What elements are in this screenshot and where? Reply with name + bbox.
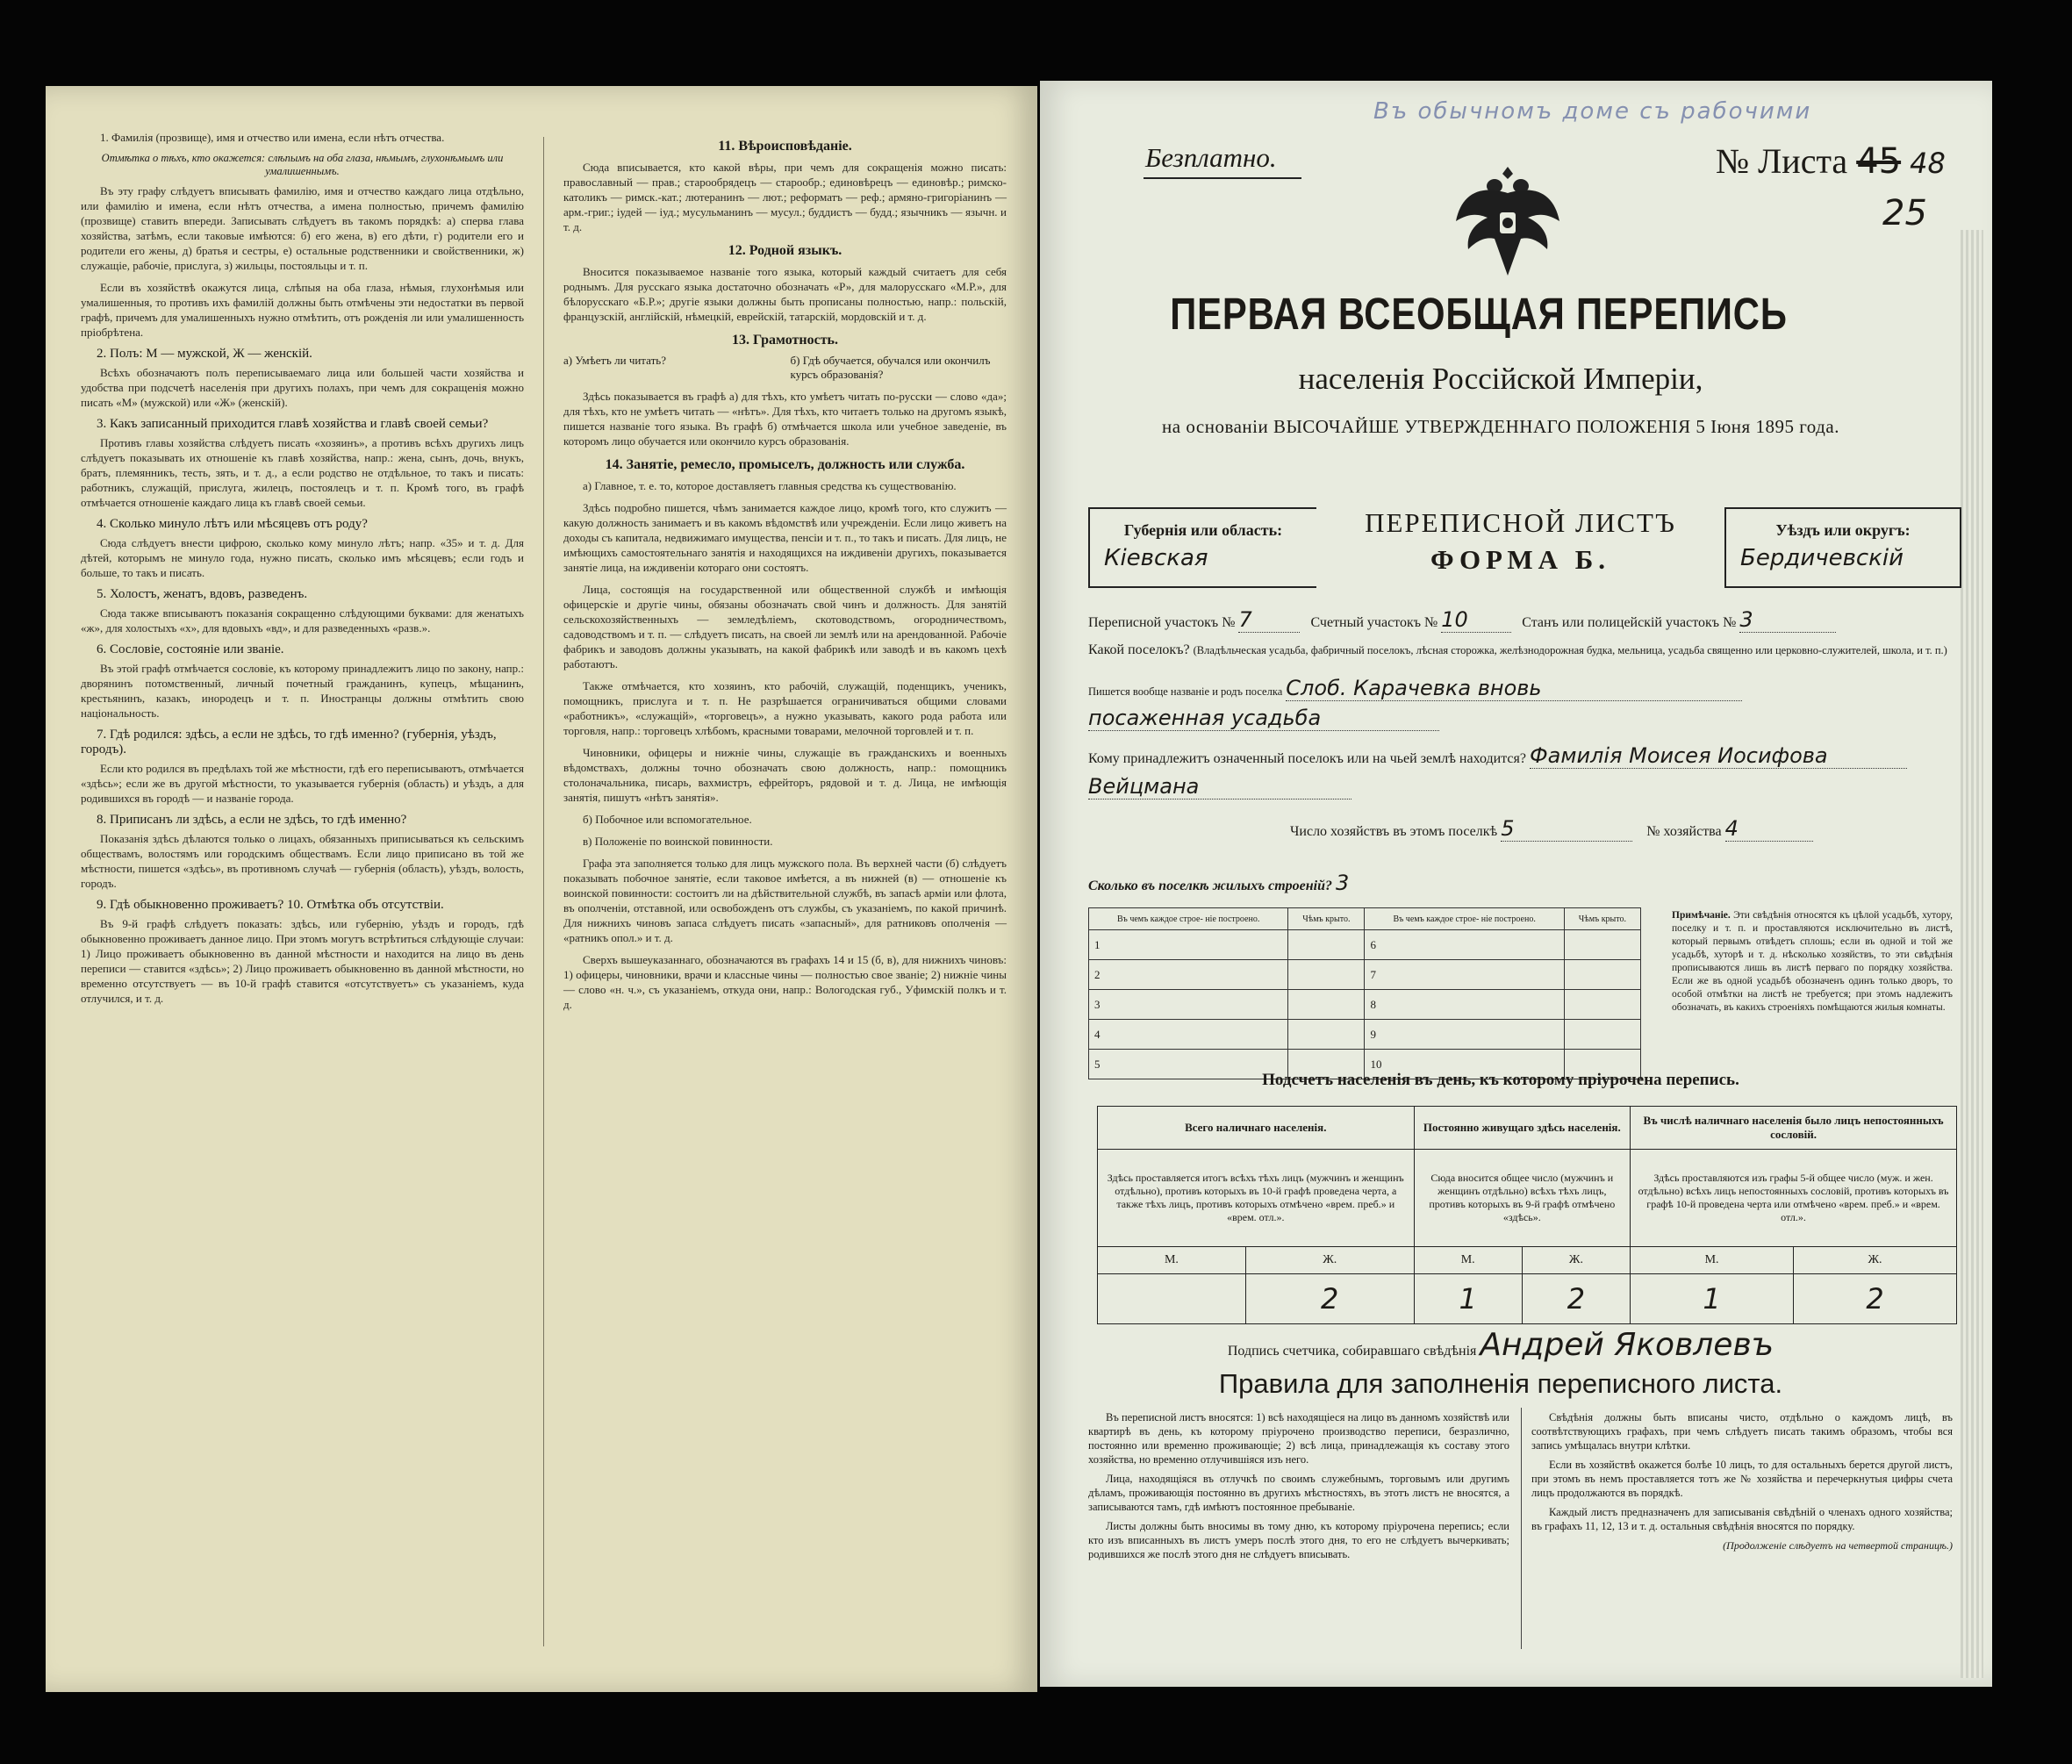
question-heading: 8. Приписанъ ли здѣсь, а если не здѣсь, то гдѣ именно?: [97, 813, 407, 827]
sheet-number: [1716, 140, 1946, 182]
buildings-line: [1088, 871, 1957, 895]
households-count-value: 5: [1501, 816, 1632, 842]
building-number: 10: [1365, 1050, 1564, 1079]
left-page: [46, 86, 1037, 1692]
rules-column-2: [1531, 1410, 1953, 1552]
instruction-paragraph: Если кто родился въ предѣлахъ той же мѣстности, гдѣ его переписываютъ, отмѣчается «здѣсь»; если же въ другой мѣстности, то указывается губернія (область) и уѣздъ, а для родившихся въ городѣ — и названіе города.: [81, 762, 524, 805]
owner-value-2: Вейцмана: [1088, 774, 1351, 800]
building-number: 5: [1089, 1050, 1288, 1079]
literacy-subquestion: а) Умѣетъ ли читать?: [563, 354, 666, 367]
buildings-table: [1088, 907, 1641, 1079]
permanent-female-value: 2: [1522, 1274, 1630, 1324]
bld-header: Чѣмъ крыто.: [1288, 908, 1365, 930]
instruction-paragraph: Въ 9-й графѣ слѣдуетъ показать: здѣсь, или губернію, уѣздъ и городъ, гдѣ обыкновенно проживаетъ данное лицо. При этомъ могутъ встрѣтиться слѣдующіе случаи: 1) Лицо проживаетъ обыкновенно въ данной мѣстности и находится на лицо въ день переписи — ставится «здѣсь»; 2) Лицо проживаетъ обыкновенно въ данной мѣстности, но временно отсутствуетъ — въ 10-й графѣ ставится «отсутствуетъ» съ указаніемъ, куда отлучился, и т. д.: [81, 917, 524, 1005]
bld-header: Въ чемъ каждое строе- ніе построено.: [1089, 908, 1288, 930]
sheet-number-label: № Листа: [1716, 141, 1848, 181]
instruction-paragraph: Показанія здѣсь дѣлаются только о лицахъ, обязанныхъ приписываться къ сельскимъ обществамъ, волостямъ или городскимъ обществамъ. Если лицо приписано въ той же мѣстности, пишется «здѣсь», въ противномъ случаѣ — губернія (область), уѣздъ, волость, городъ.: [81, 832, 524, 890]
households-count-label: Число хозяйствъ въ этомъ поселкѣ: [1290, 824, 1498, 839]
police-district-label: Станъ или полицейскій участокъ №: [1522, 615, 1737, 630]
table-row: [1089, 960, 1641, 990]
buildings-count-label: Сколько въ поселкѣ жилыхъ строеній?: [1088, 878, 1332, 893]
decree-line: на основаніи ВЫСОЧАЙШЕ УТВЕРЖДЕННАГО ПОЛОЖЕНІЯ 5 Іюня 1895 года.: [1162, 416, 1839, 437]
instruction-paragraph: Въ этой графѣ отмѣчается сословіе, къ которому принадлежитъ лицо по закону, напр.: дворянинъ потомственный, личный почетный гражданинъ, купецъ, мѣщанинъ, крестьянинъ, казакъ, инородецъ и т. п. Иностранцы должны отмѣтить свою національность.: [81, 662, 524, 720]
bld-header: Чѣмъ крыто.: [1564, 908, 1640, 930]
enumerator-signature-line: [1040, 1327, 1961, 1363]
building-number: 4: [1089, 1020, 1288, 1050]
free-underline: [1144, 177, 1301, 179]
district-line: [1088, 607, 1957, 633]
handwritten-note-top: Въ обычномъ доме съ рабочими: [1373, 98, 1812, 125]
rule-paragraph: Листы должны быть вносимы въ тому дню, къ которому пріурочена перепись; если кто изъ вписанныхъ въ листъ умеръ послѣ этого дня, то его не слѣдуетъ вычеркивать; родившихся же послѣ этого дня не слѣдуетъ вписывать.: [1088, 1520, 1509, 1560]
table-row: [1089, 990, 1641, 1020]
settlement-value: Слоб. Карачевка вновь: [1286, 676, 1742, 701]
population-table: [1097, 1106, 1957, 1324]
rule-paragraph: Въ переписной листъ вносятся: 1) всѣ находящіеся на лицо въ данномъ хозяйствѣ или квартирѣ въ день, къ которому пріурочено производство переписи, безразлично, постоянно или временно проживающіе; 2) всѣ лица, принадлежащія къ составу этого хозяйства, но временно отлучившіяся изъ него.: [1088, 1411, 1509, 1466]
gubernia-box: [1088, 507, 1316, 588]
roof-cell: [1288, 1020, 1365, 1050]
police-district-value: 3: [1739, 607, 1836, 633]
building-number: 8: [1365, 990, 1564, 1020]
rule-paragraph: Свѣдѣнія должны быть вписаны чисто, отдѣльно о каждомъ лицѣ, въ соотвѣтствующихъ графахъ, при чемъ слѣдуетъ писать такимъ образомъ, чтобы вся запись умѣщалась внутри клѣтки.: [1531, 1411, 1953, 1452]
sex-male-label: М.: [1098, 1247, 1246, 1274]
building-number: 6: [1365, 930, 1564, 960]
permanent-male-value: 1: [1414, 1274, 1522, 1324]
note-text: Эти свѣдѣнія относятся къ цѣлой усадьбѣ, хутору, поселку и т. п. и проставляются исключительно въ листѣ, который первымъ отвѣдетъ сплошь; если въ одной и той же усадьбѣ, хуторѣ и т. д. нѣсколько хозяйствъ, то эти свѣдѣнія прописываются лишь въ листѣ перваго по порядку хозяйства. Если же въ одной усадьбѣ обозначенъ одинъ только дворъ, то особой отмѣтки на листѣ не требуется; при этомъ надлежитъ обозначать, въ какихъ строеніяхъ помѣщаются жилыя комнаты.: [1672, 910, 1953, 1013]
question-heading: 6. Сословіе, состояніе или званіе.: [97, 642, 284, 656]
column-divider: [543, 137, 544, 1646]
sheet-number-handwritten-extra: 25: [1882, 193, 1927, 233]
settlement-value-line: [1088, 676, 1957, 701]
population-count-title: Подсчетъ населенія въ день, къ которому пріурочена перепись.: [1262, 1071, 1739, 1089]
rule-paragraph: Лица, находящіяся въ отлучкѣ по своимъ служебнымъ, торговымъ или другимъ дѣламъ, проживающія постоянно въ другихъ мѣстностяхъ, въ этотъ листъ не вносятся, а записываются тамъ, гдѣ имѣютъ постоянное пребываніе.: [1088, 1473, 1509, 1513]
sheet-number-handwritten: 48: [1910, 147, 1946, 180]
pop-header-permanent: Постоянно живущаго здѣсь населенія.: [1414, 1107, 1631, 1150]
bld-header: Въ чемъ каждое строе- ніе построено.: [1365, 908, 1564, 930]
rule-paragraph: Если въ хозяйствѣ окажется болѣе 10 лицъ, то для остальныхъ берется другой листъ, при этомъ въ немъ проставляется тотъ же № хозяйства и перечеркнутыя цифры счета лицъ продолжаются въ порядкѣ.: [1531, 1459, 1953, 1499]
sex-male-label: М.: [1414, 1247, 1522, 1274]
roof-cell: [1288, 930, 1365, 960]
table-row: [1089, 1020, 1641, 1050]
instruction-paragraph: а) Главное, т. е. то, которое доставляетъ главныя средства къ существованію.: [583, 479, 957, 492]
rule-paragraph: Каждый листъ предназначенъ для записыванія свѣдѣній о членахъ одного хозяйства; въ графахъ 11, 12, 13 и т. д. остальныя свѣдѣнія вносятся по порядку.: [1531, 1506, 1953, 1532]
instruction-paragraph: Въ эту графу слѣдуетъ вписывать фамилію, имя и отчество каждаго лица отдѣльно, или фамилію и имена, если нѣтъ отчества, а имена полностью, причемъ фамилію (прозвище) ставить впереди. Записывать слѣдуетъ въ такомъ порядкѣ: а) сперва глава хозяйства, затѣмъ, если таковые имѣются: б) его жена, в) его дѣти, г) родители его и родители его жены, д) братья и сестры, е) остальные родственники и свойственники, ж) служащіе, рабочіе, прислуга, з) жильцы, постояльцы и т. п.: [81, 184, 524, 272]
present-female-value: 2: [1245, 1274, 1414, 1324]
instruction-paragraph: Графа эта заполняется только для лицъ мужского пола. Въ верхней части (б) слѣдуетъ показывать побочное занятіе, если таковое имѣется, а въ нижней (в) — отношеніе къ воинской повинности: состоитъ ли на дѣйствительной службѣ, въ запасѣ арміи или флота, въ ополченіи, отставной, или освобожденъ отъ службы, съ указаніемъ, по какой причинѣ. Для нижнихъ чиновъ запаса слѣдуетъ писать «запасный», для ратниковъ ополченія — «ратникъ опол.» и т. д.: [563, 857, 1007, 944]
gubernia-value: Кіевская: [1104, 545, 1208, 571]
instruction-paragraph: Чиновники, офицеры и нижніе чины, служащіе въ гражданскихъ и военныхъ вѣдомствахъ, должны точно обозначать свою должность, напр.: помощникъ столоначальника, писарь, вахмистръ, ефрейторъ, рядовой и т. д. Лица, не имѣющія занятія, пишутъ «нѣтъ занятія».: [563, 746, 1007, 804]
owner-line: [1088, 743, 1957, 769]
instruction-paragraph: Сюда слѣдуетъ внести цифрою, сколько кому минуло лѣтъ; напр. «35» и т. д. Для дѣтей, которымъ не минуло года, нужно писать, сколько имъ мѣсяцевъ; если годъ и больше, то такъ и писать.: [81, 536, 524, 579]
table-row: [1089, 930, 1641, 960]
free-label: Безплатно.: [1145, 142, 1277, 173]
form-title: [1321, 507, 1720, 576]
section-heading: 11. Вѣроисповѣданіе.: [718, 139, 852, 154]
pop-header-nonpermanent: Въ числѣ наличнаго населенія было лицъ непостоянныхъ сословій.: [1631, 1107, 1957, 1150]
pop-header-present: Всего наличнаго населенія.: [1098, 1107, 1415, 1150]
building-number: 3: [1089, 990, 1288, 1020]
enumerator-signature: Андрей Яковлевъ: [1480, 1327, 1774, 1363]
page-title: ПЕРВАЯ ВСЕОБЩАЯ ПЕРЕПИСЬ: [1170, 289, 1788, 339]
settlement-hint: (Владѣльческая усадьба, фабричный поселокъ, лѣсная сторожка, желѣзнодорожная будка, мельница, усадьба священно или церковно-служителей, школа, и т. п.): [1193, 644, 1947, 656]
form-title-form: ФОРМА Б.: [1430, 544, 1611, 575]
settlement-value-line-2: [1088, 706, 1957, 731]
section-heading: 12. Родной языкъ.: [728, 243, 842, 258]
household-number-label: № хозяйства: [1646, 824, 1722, 839]
households-line: [1290, 816, 1992, 842]
instruction-paragraph: Сверхъ вышеуказаннаго, обозначаются въ графахъ 14 и 15 (б, в), для нижнихъ чиновъ: 1) офицеры, чиновники, врачи и классные чины — полностью свое званіе; 2) нижніе чины — слово «н. ч.», съ указаніемъ, откуда они, напр.: Вологодская губ., Уфимскій полкъ и т. д.: [563, 953, 1007, 1011]
form-title-sheet: ПЕРЕПИСНОЙ ЛИСТЪ: [1365, 507, 1676, 538]
continued-note: (Продолженіе слѣдуетъ на четвертой страницѣ.): [1723, 1539, 1953, 1552]
left-page-column-1: [81, 130, 524, 1657]
instruction-paragraph: Сюда также вписываютъ показанія сокращенно слѣдующими буквами: для женатыхъ «ж», для холостыхъ «х», для вдовыхъ «вд», и для разведенныхъ «разв.».: [81, 606, 524, 635]
building-number: 1: [1089, 930, 1288, 960]
instruction-note: Отмѣтка о тѣхъ, кто окажется: слѣпымъ на оба глаза, нѣмымъ, глухонѣмымъ или умалишеннымъ.: [101, 152, 504, 177]
roof-cell: [1564, 990, 1640, 1020]
paper-edge: [1961, 230, 1983, 1678]
roof-cell: [1288, 960, 1365, 990]
owner-line-2: [1088, 774, 1957, 800]
instruction-paragraph: Здѣсь подробно пишется, чѣмъ занимается каждое лицо, кромѣ того, кто служитъ — какую должность занимаетъ и въ какомъ вѣдомствѣ или учрежденіи. Если лицо живетъ на доходы съ капитала, недвижимаго имущества, пенсіи и т. п., то такъ и писать. Для лицъ, не имѣющихъ самостоятельнаго занятія и находящихся на иждивеніи другихъ, показывается занятіе лица, на иждивеніи котораго они состоятъ.: [563, 501, 1007, 574]
pop-desc-nonpermanent: Здѣсь проставляются изъ графы 5-й общее число (муж. и жен. отдѣльно) всѣхъ лицъ непостоянныхъ сословій, противъ которыхъ въ графѣ 10-й проведена черта или отмѣчено «врем. преб.» и «врем. отл.».: [1631, 1150, 1957, 1247]
household-number-value: 4: [1725, 816, 1813, 842]
buildings-note: [1672, 909, 1953, 1015]
instruction-paragraph: Противъ главы хозяйства слѣдуетъ писать «хозяинъ», а противъ всѣхъ другихъ лицъ слѣдуетъ показывать их отношеніе къ главѣ хозяйства, напр.: жена, сынъ, дочь, внукъ, братъ, племянникъ, тесть, зять, и т. д., а если родство не отдѣльное, то такъ и писать: работникъ, служащій, прислуга, жилецъ, постоялецъ и т. п. Кромѣ того, въ графѣ отмѣчается отношеніе каждаго лица къ главѣ своей семьи.: [81, 436, 524, 509]
census-district-label: Переписной участокъ №: [1088, 615, 1236, 630]
sex-male-label: М.: [1631, 1247, 1794, 1274]
instruction-paragraph: 1. Фамилія (прозвище), имя и отчество или имена, если нѣтъ отчества.: [100, 131, 445, 144]
instruction-paragraph: Всѣхъ обозначаютъ полъ переписываемаго лица или большей части хозяйства и удобства при подсчетѣ населенія при другихъ полахъ, при чемъ для сокращенія можно писать «М» (мужской) или «Ж» (женскій).: [81, 366, 524, 409]
sex-female-label: Ж.: [1245, 1247, 1414, 1274]
building-number: 7: [1365, 960, 1564, 990]
instruction-paragraph: Здѣсь показывается въ графѣ а) для тѣхъ, кто умѣетъ читать по-русски — слово «да»; для тѣхъ, кто не умѣетъ читать — «нѣтъ». Для тѣхъ, кто читаетъ только на другомъ языкѣ, пишется названіе того языка. Въ графѣ б) отмѣчается школа или учебное заведеніе, въ которомъ лицо обучается или окончило курсъ образованія.: [563, 390, 1007, 448]
sheet-number-struck: 45: [1856, 141, 1902, 182]
left-page-column-2: [563, 130, 1007, 1657]
rules-divider: [1521, 1408, 1522, 1649]
roof-cell: [1288, 990, 1365, 1020]
instruction-paragraph: Если въ хозяйствѣ окажутся лица, слѣпыя на оба глаза, нѣмыя, глухонѣмыя или умалишенныя, то противъ ихъ фамилій должны быть отмѣчены эти недостатки въ первой графѣ, причемъ для умалишенныхъ нужно отмѣтить, отъ рожденія ли или умалишенность пріобрѣтена.: [81, 281, 524, 339]
owner-value: Фамилія Моисея Иосифова: [1530, 743, 1907, 769]
roof-cell: [1564, 1020, 1640, 1050]
instruction-paragraph: Сюда вписывается, кто какой вѣры, при чемъ для сокращенія можно писать: православный — прав.; старообрядецъ — старообр.; единовѣрецъ — единовѣр.; римско-католикъ — римск.-кат.; лютеранинъ — лют.; реформатъ — реф.; армяно-григоріанинъ — арм.-григ.; іудей — іуд.; мусульманинъ — мусул.; буддистъ — будд.; язычникъ — язычн. и т. д.: [563, 161, 1007, 233]
question-heading: 7. Гдѣ родился: здѣсь, а если не здѣсь, то гдѣ именно? (губернія, уѣздъ, городъ).: [81, 728, 497, 757]
settlement-label: Какой поселокъ?: [1088, 642, 1190, 657]
question-heading: 9. Гдѣ обыкновенно проживаетъ? 10. Отмѣтка объ отсутствіи.: [97, 898, 444, 912]
section-heading: 14. Занятіе, ремесло, промыселъ, должность или служба.: [605, 457, 965, 472]
question-heading: 5. Холостъ, женатъ, вдовъ, разведенъ.: [97, 587, 308, 601]
double-headed-eagle-emblem: [1452, 160, 1563, 281]
rules-column-1: [1088, 1410, 1509, 1567]
present-male-value: [1098, 1274, 1246, 1324]
building-number: 2: [1089, 960, 1288, 990]
settlement-line: [1088, 642, 1957, 658]
question-heading: 2. Полъ: М — мужской, Ж — женскій.: [97, 347, 312, 361]
page-subtitle: населенія Россійской Имперіи,: [1298, 362, 1703, 396]
nonpermanent-female-value: 2: [1794, 1274, 1957, 1324]
question-heading: 3. Какъ записанный приходится главѣ хозяйства и главѣ своей семьи?: [97, 417, 489, 431]
building-number: 9: [1365, 1020, 1564, 1050]
counting-district-label: Счетный участокъ №: [1310, 615, 1438, 630]
census-district-value: 7: [1238, 607, 1300, 633]
section-heading: 13. Грамотность.: [731, 333, 839, 348]
instruction-paragraph: Вносится показываемое названіе того языка, который каждый считаетъ для себя роднымъ. Для русскаго языка достаточно обозначать «Р», для малорусскаго «М.Р.», для бѣлорусскаго «Б.Р.»; другіе языки должны быть прописаны полностью, напр.: польскій, французскій, англійскій, нѣмецкій, еврейскій, татарскій, мордовскій и т. д.: [563, 265, 1007, 323]
pop-desc-present: Здѣсь проставляется итогъ всѣхъ тѣхъ лицъ (мужчинъ и женщинъ отдѣльно), противъ которыхъ въ 10-й графѣ проведена черта, а также тѣхъ лицъ, противъ которыхъ отмѣчено «врем. преб.» и «врем. отл.».: [1098, 1150, 1415, 1247]
pop-desc-permanent: Сюда вносится общее число (мужчинъ и женщинъ отдѣльно) всѣхъ тѣхъ лицъ, противъ которыхъ въ 9-й графѣ отмѣчено «здѣсь».: [1414, 1150, 1631, 1247]
uezd-value: Бердичевскій: [1740, 545, 1904, 571]
instruction-paragraph: Лица, состоящія на государственной или общественной службѣ и имѣющія офицерскіе и другіе чины, обязаны обозначать свой чинъ и должность. Для занятій сельскохозяйственныхъ — земледѣліемъ, скотоводствомъ, огородничествомъ, садоводствомъ и т. п. — слѣдуетъ писать, на своей ли землѣ или на арендованной. Рабочіе фабрикъ и заводовъ должны указывать, на какой фабрикѣ или заводѣ и въ какомъ цехѣ работаютъ.: [563, 583, 1007, 670]
literacy-subquestions: [563, 354, 1007, 382]
rules-title: Правила для заполненія переписного листа.: [1218, 1368, 1783, 1399]
signature-label: Подпись счетчика, собиравшаго свѣдѣнія: [1227, 1344, 1477, 1359]
uezd-label: Уѣздъ или округъ:: [1775, 521, 1911, 539]
instruction-paragraph: б) Побочное или вспомогательное.: [583, 813, 752, 826]
instruction-paragraph: в) Положеніе по воинской повинности.: [583, 835, 773, 848]
literacy-subquestion: б) Гдѣ обучается, обучался или окончилъ курсъ образованія?: [790, 354, 991, 381]
roof-cell: [1564, 960, 1640, 990]
settlement-value-2: посаженная усадьба: [1088, 706, 1439, 731]
nonpermanent-male-value: 1: [1631, 1274, 1794, 1324]
uezd-box: [1724, 507, 1961, 588]
settlement-hint-2: Пишется вообще названіе и родъ поселка: [1088, 685, 1283, 698]
question-heading: 4. Сколько минуло лѣтъ или мѣсяцевъ отъ роду?: [97, 517, 368, 531]
counting-district-value: 10: [1441, 607, 1511, 633]
note-label: Примѣчаніе.: [1672, 910, 1731, 921]
instruction-paragraph: Также отмѣчается, кто хозяинъ, кто рабочій, служащій, поденщикъ, ученикъ, помощникъ, прислуга и т. п. Не разрѣшается ограничиваться общими словами «работникъ», «служащій», «торговецъ», а нужно указывать, какого рода работа или торговля, напр.: торговецъ хлѣбомъ, красными товарами, мелочной торговлей и т. п.: [563, 679, 1007, 737]
buildings-count-value: 3: [1336, 871, 1350, 895]
gubernia-label: Губернія или область:: [1123, 521, 1283, 539]
owner-label: Кому принадлежитъ означенный поселокъ или на чьей землѣ находится?: [1088, 751, 1526, 766]
roof-cell: [1564, 930, 1640, 960]
census-form-page: [1040, 81, 1992, 1687]
sex-female-label: Ж.: [1794, 1247, 1957, 1274]
sex-female-label: Ж.: [1522, 1247, 1630, 1274]
